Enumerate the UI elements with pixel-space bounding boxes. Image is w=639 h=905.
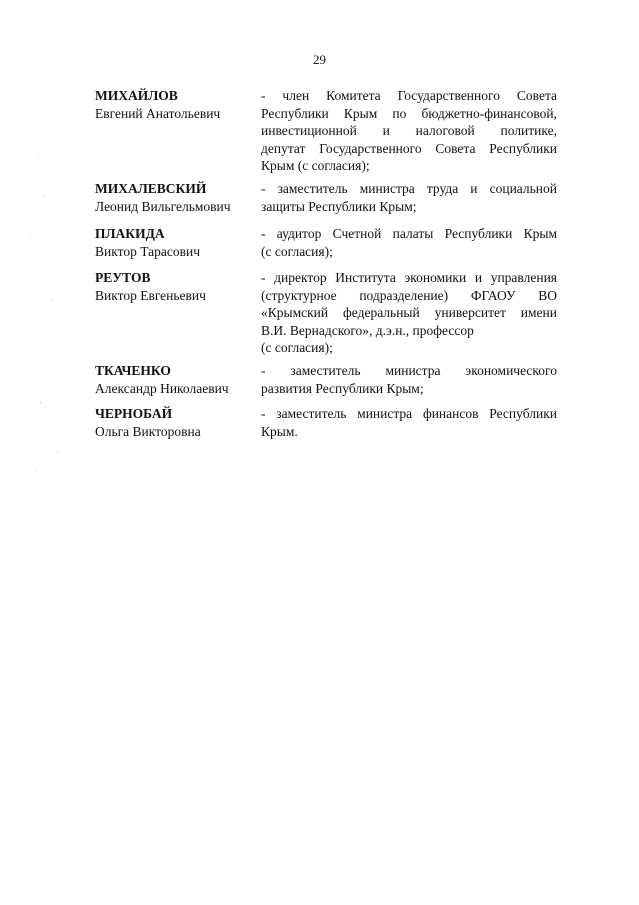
role-line: - член Комитета Государственного Совета bbox=[261, 88, 557, 103]
role-line: Крым. bbox=[261, 423, 298, 439]
role-line: - заместитель министра экономического bbox=[261, 363, 557, 378]
member-role bbox=[261, 269, 557, 357]
scan-speck bbox=[36, 470, 37, 471]
member-role bbox=[261, 180, 557, 215]
scan-speck bbox=[58, 452, 59, 453]
role-line: (с согласия); bbox=[261, 340, 333, 355]
member-surname: ТКАЧЕНКО bbox=[95, 363, 171, 378]
member-surname: ЧЕРНОБАЙ bbox=[95, 406, 173, 421]
role-line: (с согласия); bbox=[261, 243, 333, 259]
member-given-names: Леонид Вильгельмович bbox=[95, 198, 231, 214]
role-line: защиты Республики Крым; bbox=[261, 198, 417, 214]
role-line: «Крымский федеральный университет имени bbox=[261, 305, 557, 320]
member-name bbox=[95, 87, 260, 122]
scan-speck bbox=[52, 300, 53, 301]
member-surname: ПЛАКИДА bbox=[95, 226, 165, 241]
scan-speck bbox=[44, 196, 45, 197]
page-number: 29 bbox=[313, 52, 326, 67]
role-line: - заместитель министра финансов Республики bbox=[261, 406, 557, 421]
member-role bbox=[261, 405, 557, 440]
member-surname: МИХАЙЛОВ bbox=[95, 88, 178, 103]
role-line: - директор Института экономики и управления bbox=[261, 270, 557, 285]
role-line: В.И. Вернадского», д.э.н., профессор bbox=[261, 322, 474, 338]
member-given-names: Виктор Евгеньевич bbox=[95, 287, 206, 303]
role-line: (структурное подразделение) ФГАОУ ВО bbox=[261, 287, 557, 303]
scan-speck bbox=[30, 233, 31, 234]
role-line: развития Республики Крым; bbox=[261, 380, 424, 396]
member-role bbox=[261, 87, 557, 175]
member-name bbox=[95, 405, 260, 440]
member-surname: МИХАЛЕВСКИЙ bbox=[95, 181, 207, 196]
member-surname: РЕУТОВ bbox=[95, 270, 151, 285]
role-line: Крым (с согласия); bbox=[261, 158, 370, 173]
member-given-names: Ольга Викторовна bbox=[95, 423, 201, 439]
member-name bbox=[95, 225, 260, 260]
role-line: депутат Государственного Совета Республики bbox=[261, 140, 557, 156]
member-role bbox=[261, 362, 557, 397]
role-line: Республики Крым по бюджетно-финансовой, bbox=[261, 105, 557, 121]
member-name bbox=[95, 180, 260, 215]
member-role bbox=[261, 225, 557, 260]
member-name bbox=[95, 362, 260, 397]
role-line: - аудитор Счетной палаты Республики Крым bbox=[261, 226, 557, 241]
role-line: инвестиционной и налоговой политике, bbox=[261, 123, 557, 138]
member-given-names: Виктор Тарасович bbox=[95, 243, 200, 259]
member-given-names: Александр Николаевич bbox=[95, 380, 229, 396]
member-given-names: Евгений Анатольевич bbox=[95, 105, 221, 121]
scan-speck bbox=[38, 158, 39, 159]
member-name bbox=[95, 269, 260, 304]
role-line: - заместитель министра труда и социальной bbox=[261, 181, 557, 196]
scan-speck bbox=[40, 402, 41, 403]
